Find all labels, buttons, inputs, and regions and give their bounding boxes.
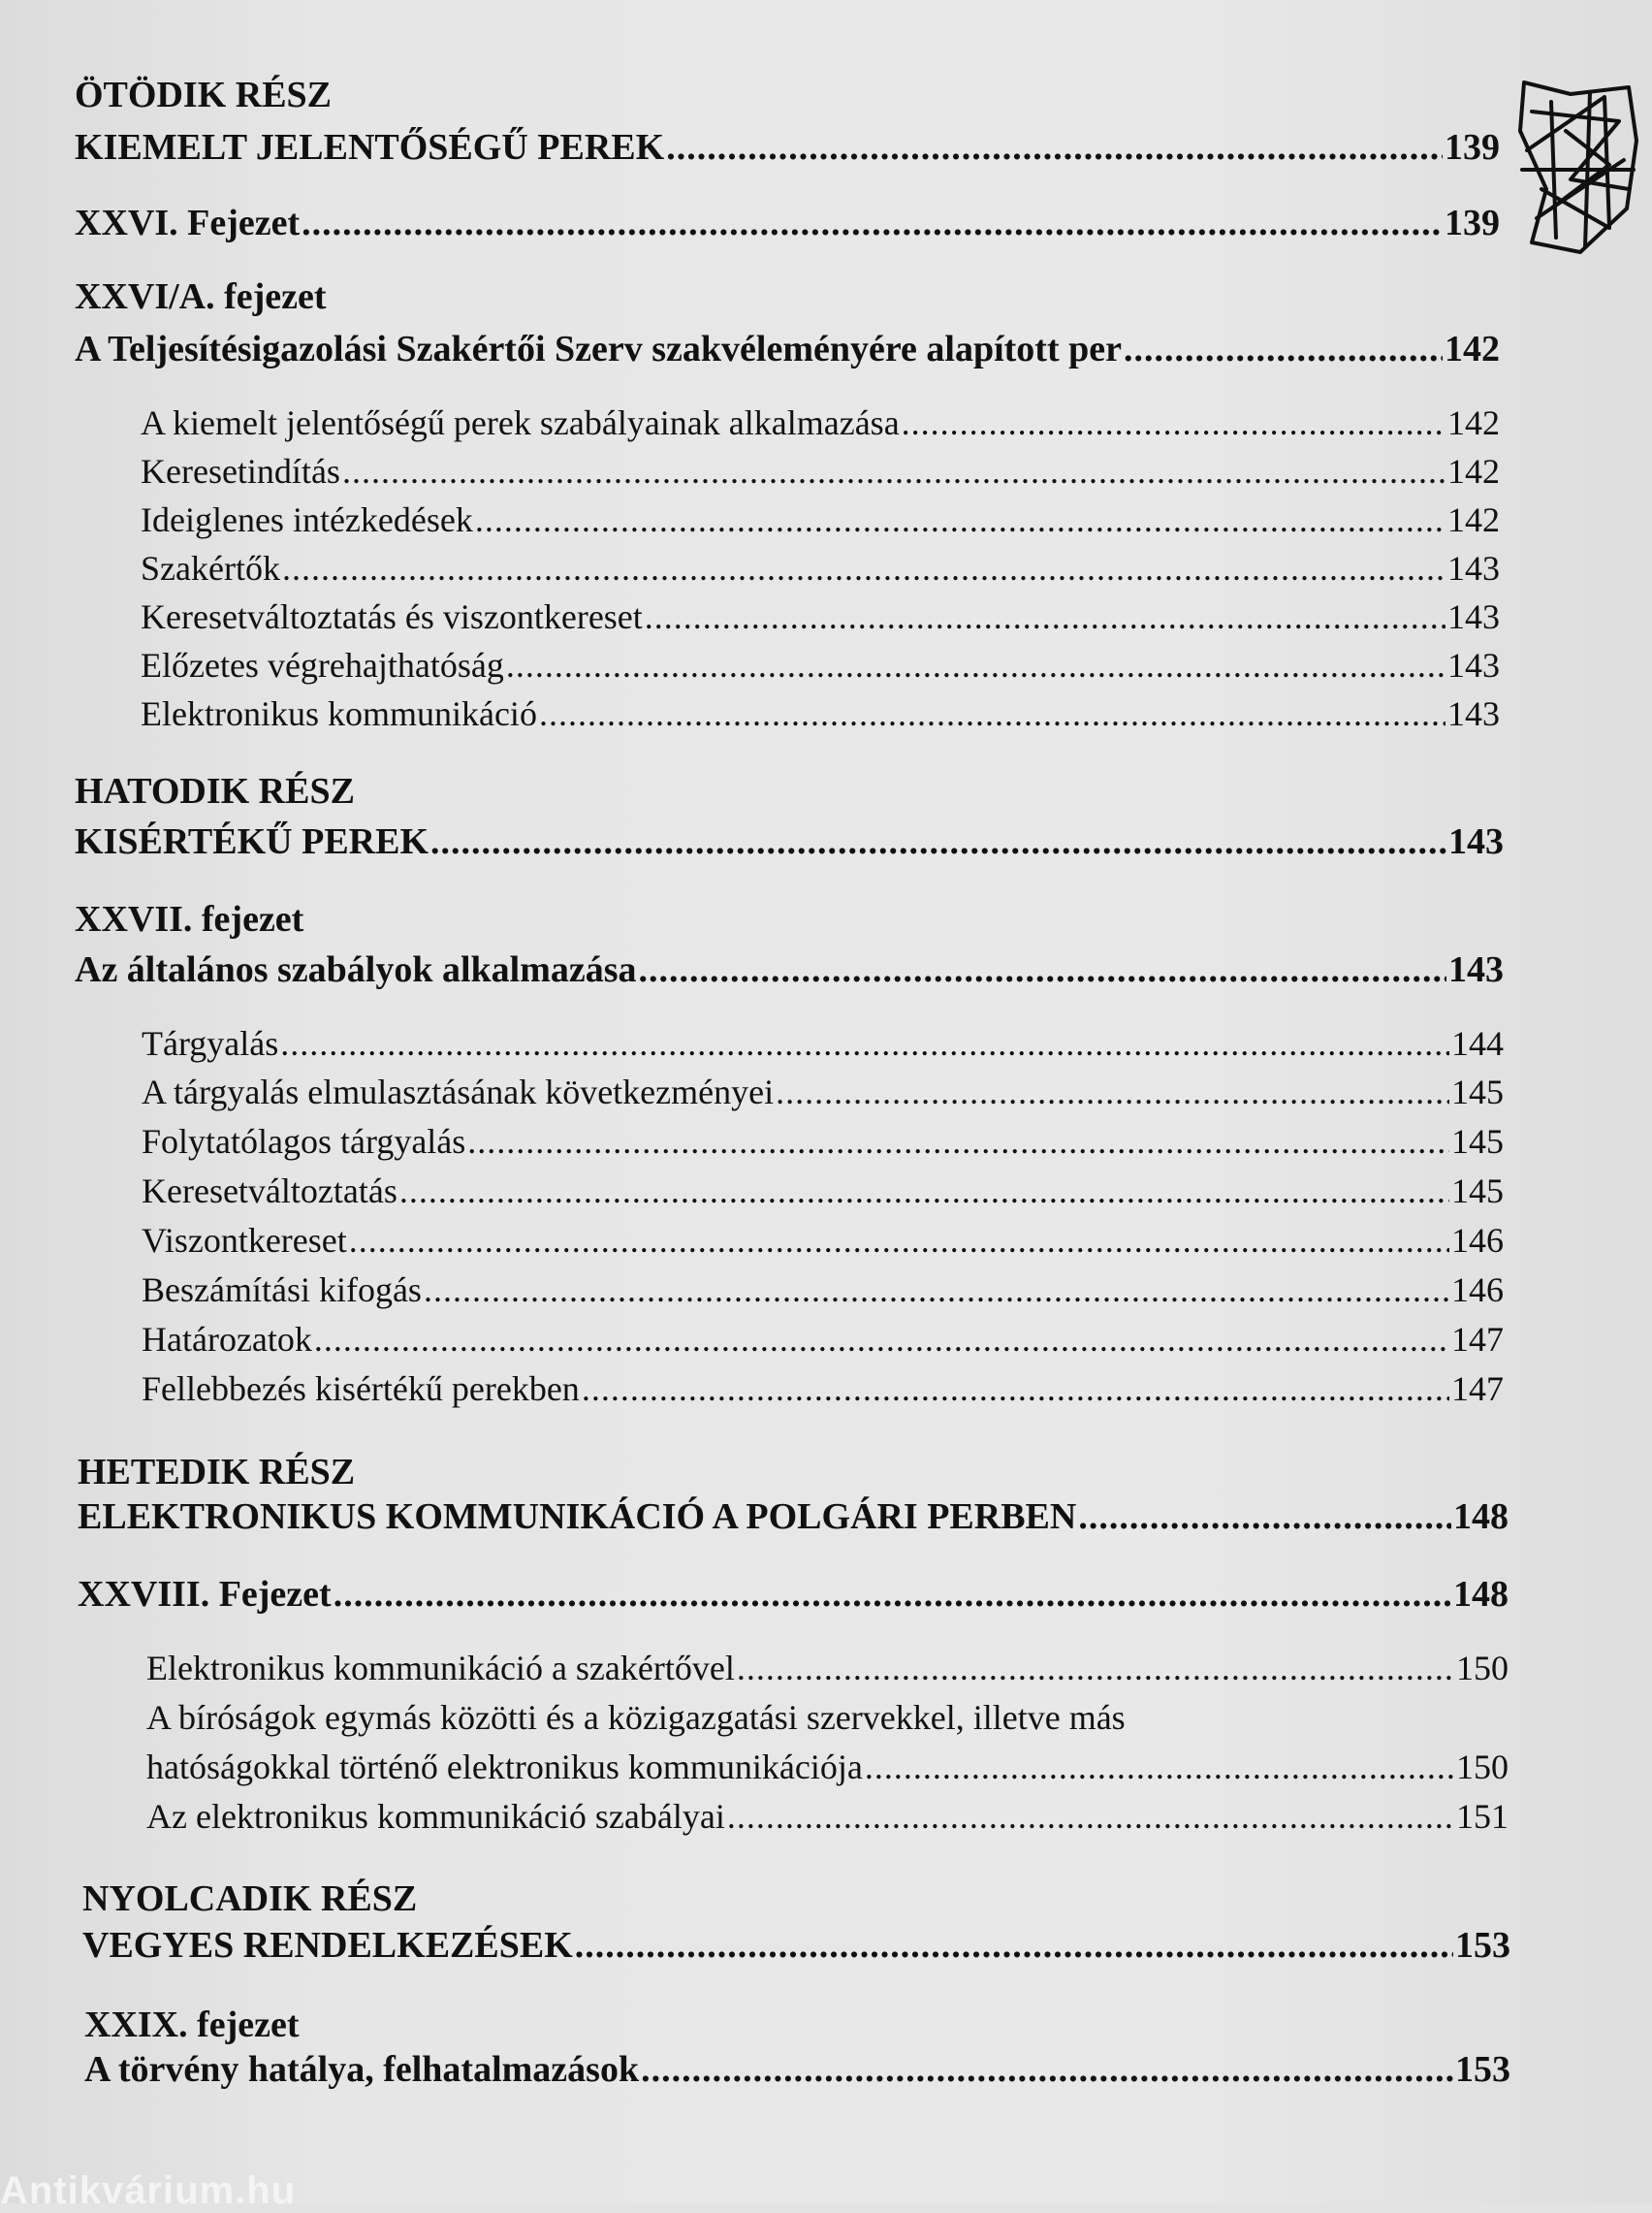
leader-dots [865,1746,1454,1788]
entry-text: Keresetváltoztatás [142,1171,397,1210]
entry-text: Fellebbezés kisértékű perekben [142,1369,580,1408]
chapter-label: XXVII. fejezet [75,899,304,940]
toc-entry[interactable] [141,547,1500,590]
toc-entry[interactable] [142,1170,1504,1212]
toc-entry[interactable] [141,498,1500,541]
toc-entry[interactable] [141,595,1500,638]
leader-dots [639,948,1446,991]
chapter-label: XXVIII. Fejezet [78,1574,332,1615]
page-number: 145 [1451,1073,1504,1111]
page-number: 142 [1447,500,1500,539]
leader-dots [349,1219,1449,1262]
toc-entry[interactable] [141,644,1500,687]
page-number: 150 [1456,1748,1509,1786]
leader-dots [902,401,1446,444]
toc-entry[interactable] [142,1318,1504,1361]
toc-entry[interactable] [146,1696,1509,1739]
leader-dots [737,1647,1454,1689]
entry-text: A tárgyalás elmulasztásának következményei [142,1073,775,1111]
chapter-label: XXIX. fejezet [84,2005,300,2045]
page-number: 142 [1445,329,1500,369]
toc-entry[interactable] [142,1071,1504,1113]
toc-entry[interactable] [142,1120,1504,1163]
leader-dots [282,547,1446,590]
part-subtitle: KIEMELT JELENTŐSÉGŰ PEREK [75,127,665,168]
entry-text: Keresetindítás [141,452,340,491]
chapter-label: XXVI/A. fejezet [75,276,327,317]
toc-row[interactable] [84,2048,1510,2091]
chapter-title: A törvény hatálya, felhatalmazások [84,2049,640,2090]
leader-dots [575,1924,1453,1967]
entry-text: Határozatok [142,1320,312,1359]
toc-entry[interactable] [146,1746,1509,1788]
page-number: 147 [1451,1369,1504,1408]
leader-dots [645,595,1446,638]
page-number: 153 [1455,1925,1510,1966]
part-title: ÖTÖDIK RÉSZ [75,75,333,115]
entry-text: Viszontkereset [142,1221,347,1260]
toc-entry[interactable] [141,450,1500,493]
part-title: NYOLCADIK RÉSZ [82,1878,418,1919]
toc-row[interactable] [82,1924,1510,1967]
page-number: 143 [1447,597,1500,636]
page-number: 153 [1455,2049,1510,2090]
page-number: 143 [1447,694,1500,733]
entry-text: Az elektronikus kommunikáció szabályai [146,1797,725,1836]
pen-scribble-mark [1512,73,1648,276]
leader-dots [506,644,1446,687]
toc-row[interactable] [75,948,1504,991]
toc-entry[interactable] [142,1268,1504,1311]
leader-dots [666,126,1443,169]
leader-dots [430,820,1446,863]
entry-text: Beszámítási kifogás [142,1270,422,1309]
page-number: 151 [1456,1797,1509,1836]
entry-text: Elektronikus kommunikáció [141,694,537,733]
toc-entry[interactable] [141,401,1500,444]
part-subtitle: ELEKTRONIKUS KOMMUNIKÁCIÓ A POLGÁRI PERBEN [78,1496,1077,1537]
page-number: 145 [1451,1171,1504,1210]
entry-text: Ideiglenes intézkedések [141,500,473,539]
toc-row[interactable] [75,126,1500,169]
part-title: HETEDIK RÉSZ [78,1452,356,1492]
page-number: 139 [1445,127,1500,168]
toc-row[interactable] [75,202,1500,244]
part-subtitle: KISÉRTÉKŰ PEREK [75,821,429,862]
entry-text: Folytatólagos tárgyalás [142,1122,466,1161]
toc-entry[interactable] [142,1367,1504,1410]
leader-dots [399,1170,1449,1212]
entry-text: A kiemelt jelentőségű perek szabályainak alkalmazása [141,403,900,442]
entry-text: Előzetes végrehajthatóság [141,646,504,685]
page-number: 150 [1456,1649,1509,1687]
part-title: HATODIK RÉSZ [75,771,355,812]
leader-dots [1078,1495,1451,1538]
toc-entry[interactable] [142,1022,1504,1065]
leader-dots [641,2048,1453,2091]
leader-dots [475,498,1446,541]
page-number: 143 [1447,549,1500,588]
page-number: 148 [1453,1574,1509,1615]
page-number: 148 [1453,1496,1509,1537]
leader-dots [334,1573,1451,1616]
leader-dots [302,202,1443,244]
page-number: 142 [1447,452,1500,491]
entry-text: Tárgyalás [142,1024,279,1063]
leader-dots [776,1071,1449,1113]
leader-dots [582,1367,1449,1410]
leader-dots [539,692,1446,735]
toc-entry[interactable] [146,1647,1509,1689]
page-number: 143 [1447,646,1500,685]
page-number: 147 [1451,1320,1504,1359]
leader-dots [280,1022,1449,1065]
page-number: 139 [1445,203,1500,243]
toc-row[interactable] [75,328,1500,370]
leader-dots [314,1318,1449,1361]
page-number: 146 [1451,1270,1504,1309]
page-number: 144 [1451,1024,1504,1063]
chapter-label: XXVI. Fejezet [75,203,301,243]
watermark-text: Antikvárium.hu [0,2169,297,2212]
page-number: 145 [1451,1122,1504,1161]
chapter-title: Az általános szabályok alkalmazása [75,949,637,990]
leader-dots [727,1795,1454,1838]
leader-dots [467,1120,1449,1163]
entry-text: Elektronikus kommunikáció a szakértővel [146,1649,735,1687]
toc-entry[interactable] [146,1795,1509,1838]
toc-entry[interactable] [141,692,1500,735]
entry-text: Szakértők [141,549,280,588]
page-number: 143 [1448,821,1504,862]
toc-row[interactable] [78,1495,1509,1538]
toc-row[interactable] [75,820,1504,863]
entry-text: A bíróságok egymás közötti és a közigazgatási szervekkel, illetve más [146,1698,1126,1737]
leader-dots [1124,328,1443,370]
page-number: 143 [1448,949,1504,990]
page-number: 146 [1451,1221,1504,1260]
entry-text: Keresetváltoztatás és viszontkereset [141,597,643,636]
toc-row[interactable] [78,1573,1509,1616]
chapter-title: A Teljesítésigazolási Szakértői Szerv szakvéleményére alapított per [75,329,1122,369]
leader-dots [342,450,1446,493]
part-subtitle: VEGYES RENDELKEZÉSEK [82,1925,573,1966]
leader-dots [424,1268,1449,1311]
page-number: 142 [1447,403,1500,442]
entry-text: hatóságokkal történő elektronikus kommunikációja [146,1748,863,1786]
toc-entry[interactable] [142,1219,1504,1262]
